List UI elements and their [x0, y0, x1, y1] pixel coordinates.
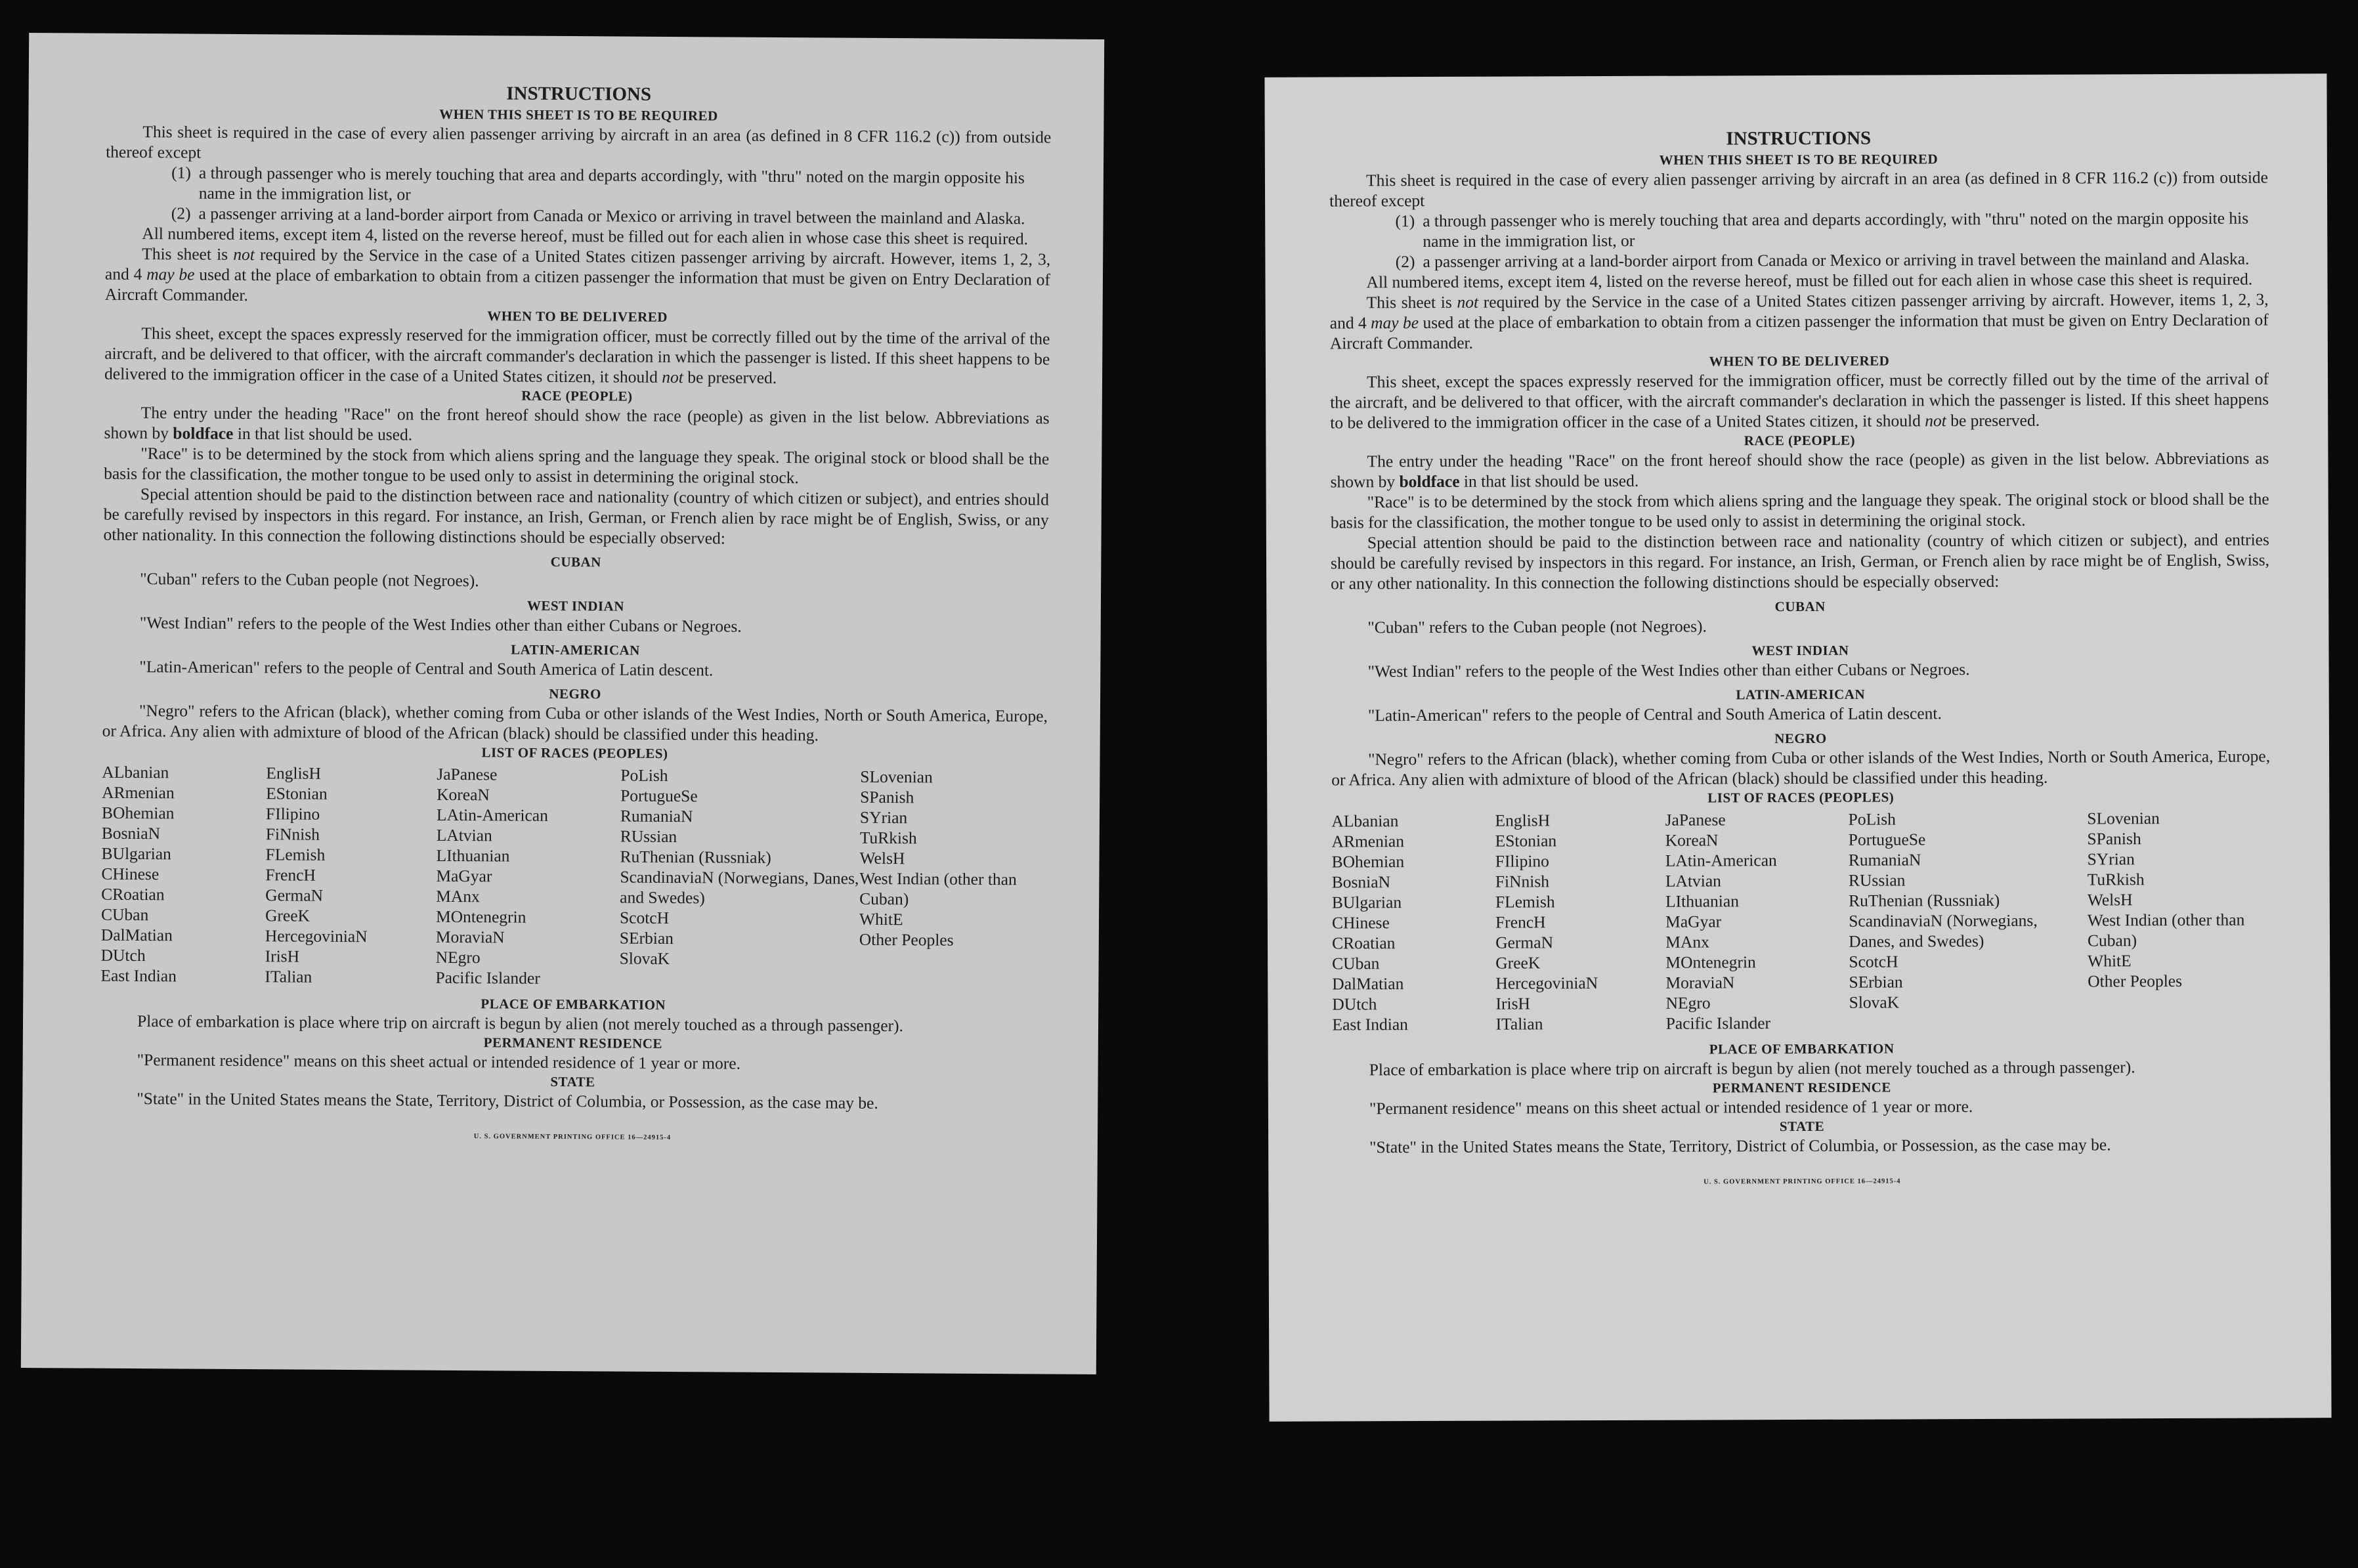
race-entry: ScotcH [1849, 952, 1898, 971]
races-column-1 [1331, 811, 1495, 1035]
race-entry: GreeK [1495, 953, 1541, 973]
race-entry: LIthuanian [436, 845, 510, 866]
paragraph-west-indian: "West Indian" refers to the people of the West Indies other than either Cubans or Negroes. [1367, 660, 1970, 681]
race-entry: CHinese [1331, 913, 1390, 933]
race-entry: ALbanian [102, 762, 169, 782]
race-entry: BOhemian [101, 803, 175, 823]
race-entry: SLovenian [2087, 809, 2160, 828]
section-heading-residence: PERMANENT RESIDENCE [483, 1034, 663, 1051]
race-entry: EStonian [1495, 831, 1557, 851]
race-entry: CUban [1332, 954, 1380, 973]
race-entry: FLemish [1495, 892, 1555, 912]
section-heading-negro: NEGRO [549, 685, 601, 702]
section-heading-delivered: WHEN TO BE DELIVERED [1709, 352, 1890, 370]
section-heading-embarkation: PLACE OF EMBARKATION [481, 996, 666, 1013]
race-entry: DUtch [100, 945, 146, 965]
item-number: (1) [171, 163, 192, 182]
race-entry: KoreaN [437, 784, 490, 805]
race-entry: RUssian [620, 826, 677, 847]
races-column-2 [1495, 810, 1665, 1034]
paragraph-nationality: Special attention should be paid to the distinction between race and nationality (country of which citizen or subject), and entries should be carefully revised by inspectors in this regard. For instance, an Irish, German, or French alien by race might be of English, Swiss, or any other nationality. In this connection the following distinctions should be especially observed: [1330, 530, 2270, 593]
race-entry: CHinese [101, 864, 160, 884]
section-heading-west-indian: WEST INDIAN [1751, 642, 1849, 659]
printing-office-footer: U. S. GOVERNMENT PRINTING OFFICE 16—24915-4 [1704, 1177, 1901, 1186]
race-entry: BosniaN [1331, 872, 1391, 892]
race-entry: SPanish [860, 787, 914, 807]
section-heading-negro: NEGRO [1774, 730, 1827, 747]
section-heading-latin-american: LATIN-AMERICAN [511, 641, 640, 658]
race-entry: HercegoviniaN [1495, 973, 1598, 993]
race-entry: MoraviaN [435, 927, 505, 947]
race-entry: NEgro [1665, 993, 1711, 1013]
section-heading-state: STATE [1779, 1118, 1825, 1135]
races-column-4 [619, 765, 860, 990]
paragraph-citizen: This sheet is not required by the Service in the case of a United States citizen passenger arriving by aircraft. However, items 1, 2, 3, and 4 may be used at the place of embarkation to obtain from a citizen passenger the information that must be given on Entry Declaration of Aircraft Commander. [104, 244, 1051, 305]
race-entry: BosniaN [101, 823, 161, 843]
section-heading-list-of-races: LIST OF RACES (PEOPLES) [1707, 789, 1895, 806]
race-entry: LAtin-American [436, 805, 548, 825]
paragraph-race-definition: "Race" is to be determined by the stock from which aliens spring and the language they speak. The original stock or blood shall be the basis for the classification, the mother tongue to be used only to assist in determining the original stock. [104, 444, 1050, 488]
race-entry: BUlgarian [1331, 893, 1402, 912]
paragraph-numbered-items: All numbered items, except item 4, listed on the reverse hereof, must be filled out for each alien in whose case this sheet is required. [1366, 269, 2253, 292]
race-entry: West Indian (other than Cuban) [859, 868, 1017, 909]
race-entry: GreeK [265, 906, 311, 925]
paragraph-numbered-items: All numbered items, except item 4, listed on the reverse hereof, must be filled out for each alien in whose case this sheet is required. [142, 224, 1029, 249]
paragraph-cuban: "Cuban" refers to the Cuban people (not Negroes). [140, 569, 479, 591]
race-entry: WelsH [2087, 890, 2133, 910]
race-entry: Other Peoples [859, 929, 954, 950]
race-entry: Other Peoples [2088, 971, 2183, 991]
printing-office-footer: U. S. GOVERNMENT PRINTING OFFICE 16—24915-4 [473, 1133, 672, 1142]
race-entry: ARmenian [1331, 832, 1405, 851]
races-column-5 [859, 767, 1044, 992]
section-heading-race: RACE (PEOPLE) [521, 387, 633, 404]
race-entry: PortugueSe [1848, 830, 1926, 849]
races-column-4 [1849, 808, 2088, 1032]
race-entry: FrencH [265, 865, 316, 885]
races-table [100, 762, 1047, 992]
instructions-title: INSTRUCTIONS [1726, 127, 1872, 150]
item-text: a passenger arriving at a land-border airport from Canada or Mexico or arriving in travel between the mainland and Alaska. [1423, 249, 2250, 271]
paragraph-negro: "Negro" refers to the African (black), whether coming from Cuba or other islands of the West Indies, North or South America, Europe, or Africa. Any alien with admixture of blood of the African (black) should be classified under this heading. [1331, 746, 2271, 790]
race-entry: SErbian [619, 928, 674, 948]
section-heading-west-indian: WEST INDIAN [526, 597, 625, 614]
paragraph-delivered: This sheet, except the spaces expressly reserved for the immigration officer, must be correctly filled out by the time of the arrival of the aircraft, and be delivered to that officer, with the aircraft commander's declaration in which the passenger is listed. If this sheet happens to be delivered to the immigration officer in the case of a United States citizen, it should not be preserved. [1330, 369, 2269, 433]
document-page-left [21, 33, 1104, 1374]
race-entry: SlovaK [1849, 992, 1900, 1012]
race-entry: FiNnish [1495, 872, 1550, 891]
race-entry: JaPanese [1665, 810, 1726, 830]
paragraph-state: "State" in the United States means the State, Territory, District of Columbia, or Possession, as the case may be. [1369, 1135, 2111, 1157]
race-entry: West Indian (other than Cuban) [2087, 910, 2245, 950]
race-entry: RumaniaN [620, 806, 693, 826]
paragraph-nationality: Special attention should be paid to the distinction between race and nationality (country of which citizen or subject), and entries should be carefully revised by inspectors in this regard. For instance, an Irish, German, or French alien by race might be of English, Swiss, or any other nationality. In this connection the following distinctions should be especially observed: [103, 484, 1050, 548]
race-entry: SLovenian [860, 767, 933, 787]
paragraph-residence: "Permanent residence" means on this sheet actual or intended residence of 1 year or more. [1369, 1097, 1973, 1118]
item-text: a through passenger who is merely touching that area and departs accordingly, with "thru" noted on the margin opposite his name in the immigration list, or [1423, 208, 2249, 251]
race-entry: IrisH [1495, 994, 1530, 1013]
race-entry: IrisH [265, 946, 300, 966]
section-heading-state: STATE [550, 1073, 595, 1090]
race-entry: RuThenian (Russniak) [620, 847, 771, 867]
paragraph-race-entry: The entry under the heading "Race" on the front hereof should show the race (people) as given in the list below. Abbreviations as shown by boldface in that list should be used. [104, 403, 1050, 444]
race-entry: EStonian [266, 784, 328, 803]
paragraph-delivered: This sheet, except the spaces expressly reserved for the immigration officer, must be correctly filled out by the time of the arrival of the aircraft, and be delivered to that officer, with the aircraft commander's declaration in which the passenger is listed. If this sheet happens to be delivered to the immigration officer in the case of a United States citizen, it should not be preserved. [104, 324, 1050, 387]
race-entry: SErbian [1849, 972, 1903, 992]
section-heading-cuban: CUBAN [550, 553, 601, 570]
paragraph-required: This sheet is required in the case of every alien passenger arriving by aircraft in an area (as defined in 8 CFR 116.2 (c)) from outside thereof except [1329, 167, 2269, 211]
race-entry: Pacific Islander [435, 967, 540, 988]
exception-item-1 [106, 162, 1051, 209]
race-entry: MOntenegrin [435, 906, 526, 927]
paragraph-west-indian: "West Indian" refers to the people of the West Indies other than either Cubans or Negroes. [139, 613, 742, 636]
section-heading-required: WHEN THIS SHEET IS TO BE REQUIRED [439, 106, 718, 124]
race-entry: SYrian [859, 807, 908, 828]
races-column-3 [1665, 809, 1849, 1034]
race-entry: HercegoviniaN [265, 926, 368, 946]
race-entry: MAnx [1665, 932, 1709, 952]
race-entry: ScandinaviaN (Norwegians, Danes, and Swedes) [1849, 910, 2038, 951]
section-heading-residence: PERMANENT RESIDENCE [1712, 1079, 1891, 1096]
section-heading-required: WHEN THIS SHEET IS TO BE REQUIRED [1659, 151, 1939, 168]
race-entry: WhitE [859, 909, 903, 929]
paragraph-cuban: "Cuban" refers to the Cuban people (not Negroes). [1367, 616, 1707, 637]
race-entry: DalMatian [100, 925, 173, 945]
race-entry: GermaN [265, 885, 324, 905]
paragraph-citizen: This sheet is not required by the Service in the case of a United States citizen passenger arriving by aircraft. However, items 1, 2, 3, and 4 may be used at the place of embarkation to obtain from a citizen passenger the information that must be given on Entry Declaration of Aircraft Commander. [1329, 289, 2269, 353]
races-column-3 [435, 764, 620, 989]
exception-item-2 [1329, 248, 2268, 272]
race-entry: TuRkish [859, 828, 917, 848]
section-heading-list-of-races: LIST OF RACES (PEOPLES) [481, 744, 668, 761]
race-entry: SYrian [2087, 849, 2135, 869]
item-text: a passenger arriving at a land-border airport from Canada or Mexico or arriving in travel between the mainland and Alaska. [198, 203, 1025, 228]
race-entry: DUtch [1332, 994, 1377, 1014]
race-entry: CRoatian [1331, 933, 1396, 953]
race-entry: East Indian [100, 965, 177, 986]
item-number: (2) [171, 203, 191, 223]
race-entry: FrencH [1495, 912, 1546, 932]
paragraph-race-entry: The entry under the heading "Race" on the front hereof should show the race (people) as given in the list below. Abbreviations as shown by boldface in that list should be used. [1330, 448, 2269, 492]
race-entry: RumaniaN [1848, 850, 1921, 870]
races-table [1331, 807, 2271, 1034]
race-entry: MAnx [436, 886, 480, 906]
race-entry: ScandinaviaN (Norwegians, Danes, and Swedes) [620, 867, 859, 908]
race-entry: BUlgarian [101, 843, 171, 864]
race-entry: GermaN [1495, 933, 1554, 952]
race-entry: SPanish [2087, 829, 2141, 849]
race-entry: JaPanese [437, 764, 498, 784]
item-number: (2) [1395, 252, 1415, 272]
race-entry: ALbanian [1331, 811, 1399, 831]
race-entry: SlovaK [619, 948, 670, 969]
paragraph-embarkation: Place of embarkation is place where trip on aircraft is begun by alien (not merely touched as a through passenger). [1369, 1057, 2135, 1080]
section-heading-race: RACE (PEOPLE) [1744, 432, 1856, 449]
race-entry: LAtin-American [1665, 851, 1777, 870]
race-entry: FLemish [265, 845, 326, 864]
race-entry: CRoatian [101, 884, 165, 904]
race-entry: ITalian [265, 967, 312, 986]
race-entry: LIthuanian [1665, 891, 1739, 911]
race-entry: FIlipino [265, 804, 320, 824]
races-column-1 [100, 762, 266, 987]
race-entry: LAtvian [436, 825, 492, 845]
race-entry: MoraviaN [1665, 973, 1735, 992]
race-entry: LAtvian [1665, 871, 1721, 891]
race-entry: NEgro [435, 947, 481, 967]
race-entry: BOhemian [1331, 852, 1405, 872]
instructions-title: INSTRUCTIONS [506, 83, 652, 105]
item-text: a through passenger who is merely touching that area and departs accordingly, with "thru" noted on the margin opposite his name in the immigration list, or [198, 163, 1025, 204]
paragraph-residence: "Permanent residence" means on this sheet actual or intended residence of 1 year or more. [137, 1050, 741, 1073]
race-entry: Pacific Islander [1665, 1013, 1771, 1033]
document-page-right [1264, 74, 2331, 1422]
race-entry: CUban [100, 904, 149, 925]
section-heading-embarkation: PLACE OF EMBARKATION [1709, 1040, 1895, 1057]
race-entry: MaGyar [436, 866, 492, 886]
paragraph-latin-american: "Latin-American" refers to the people of Central and South America of Latin descent. [1367, 704, 1942, 725]
race-entry: DalMatian [1332, 974, 1404, 994]
races-column-5 [2087, 807, 2271, 1032]
race-entry: FiNnish [265, 824, 320, 844]
item-number: (1) [1395, 211, 1415, 231]
paragraph-race-definition: "Race" is to be determined by the stock from which aliens spring and the language they speak. The original stock or blood shall be the basis for the classification, the mother tongue to be used only to assist in determining the original stock. [1330, 489, 2269, 532]
race-entry: PortugueSe [620, 786, 698, 806]
race-entry: WhitE [2088, 951, 2132, 971]
race-entry: WelsH [859, 848, 905, 868]
race-entry: TuRkish [2087, 870, 2145, 889]
race-entry: PoLish [620, 765, 668, 785]
paragraph-latin-american: "Latin-American" refers to the people of Central and South America of Latin descent. [139, 657, 714, 680]
race-entry: EnglisH [266, 763, 322, 783]
race-entry: EnglisH [1495, 811, 1551, 830]
exception-item-1 [1329, 207, 2268, 251]
race-entry: ScotcH [619, 908, 670, 927]
section-heading-cuban: CUBAN [1774, 598, 1826, 615]
race-entry: KoreaN [1665, 830, 1719, 850]
race-entry: RuThenian (Russniak) [1849, 890, 2000, 910]
paragraph-state: "State" in the United States means the State, Territory, District of Columbia, or Possession, as the case may be. [137, 1089, 878, 1112]
race-entry: East Indian [1332, 1015, 1408, 1034]
race-entry: MaGyar [1665, 912, 1722, 931]
section-heading-delivered: WHEN TO BE DELIVERED [487, 308, 668, 325]
section-heading-latin-american: LATIN-AMERICAN [1736, 686, 1866, 703]
paragraph-embarkation: Place of embarkation is place where trip on aircraft is begun by alien (not merely touched as a through passenger). [137, 1011, 904, 1036]
race-entry: MOntenegrin [1665, 952, 1756, 972]
paragraph-negro: "Negro" refers to the African (black), whether coming from Cuba or other islands of the West Indies, North or South America, Europe, or Africa. Any alien with admixture of blood of the African (black) should be classified under this heading. [102, 701, 1048, 745]
race-entry: FIlipino [1495, 851, 1549, 871]
race-entry: RUssian [1848, 870, 1906, 890]
race-entry: PoLish [1848, 809, 1896, 829]
races-column-2 [265, 763, 437, 988]
race-entry: ITalian [1495, 1014, 1543, 1034]
race-entry: ARmenian [102, 782, 175, 803]
paragraph-required: This sheet is required in the case of every alien passenger arriving by aircraft in an area (as defined in 8 CFR 116.2 (c)) from outside thereof except [106, 122, 1052, 162]
